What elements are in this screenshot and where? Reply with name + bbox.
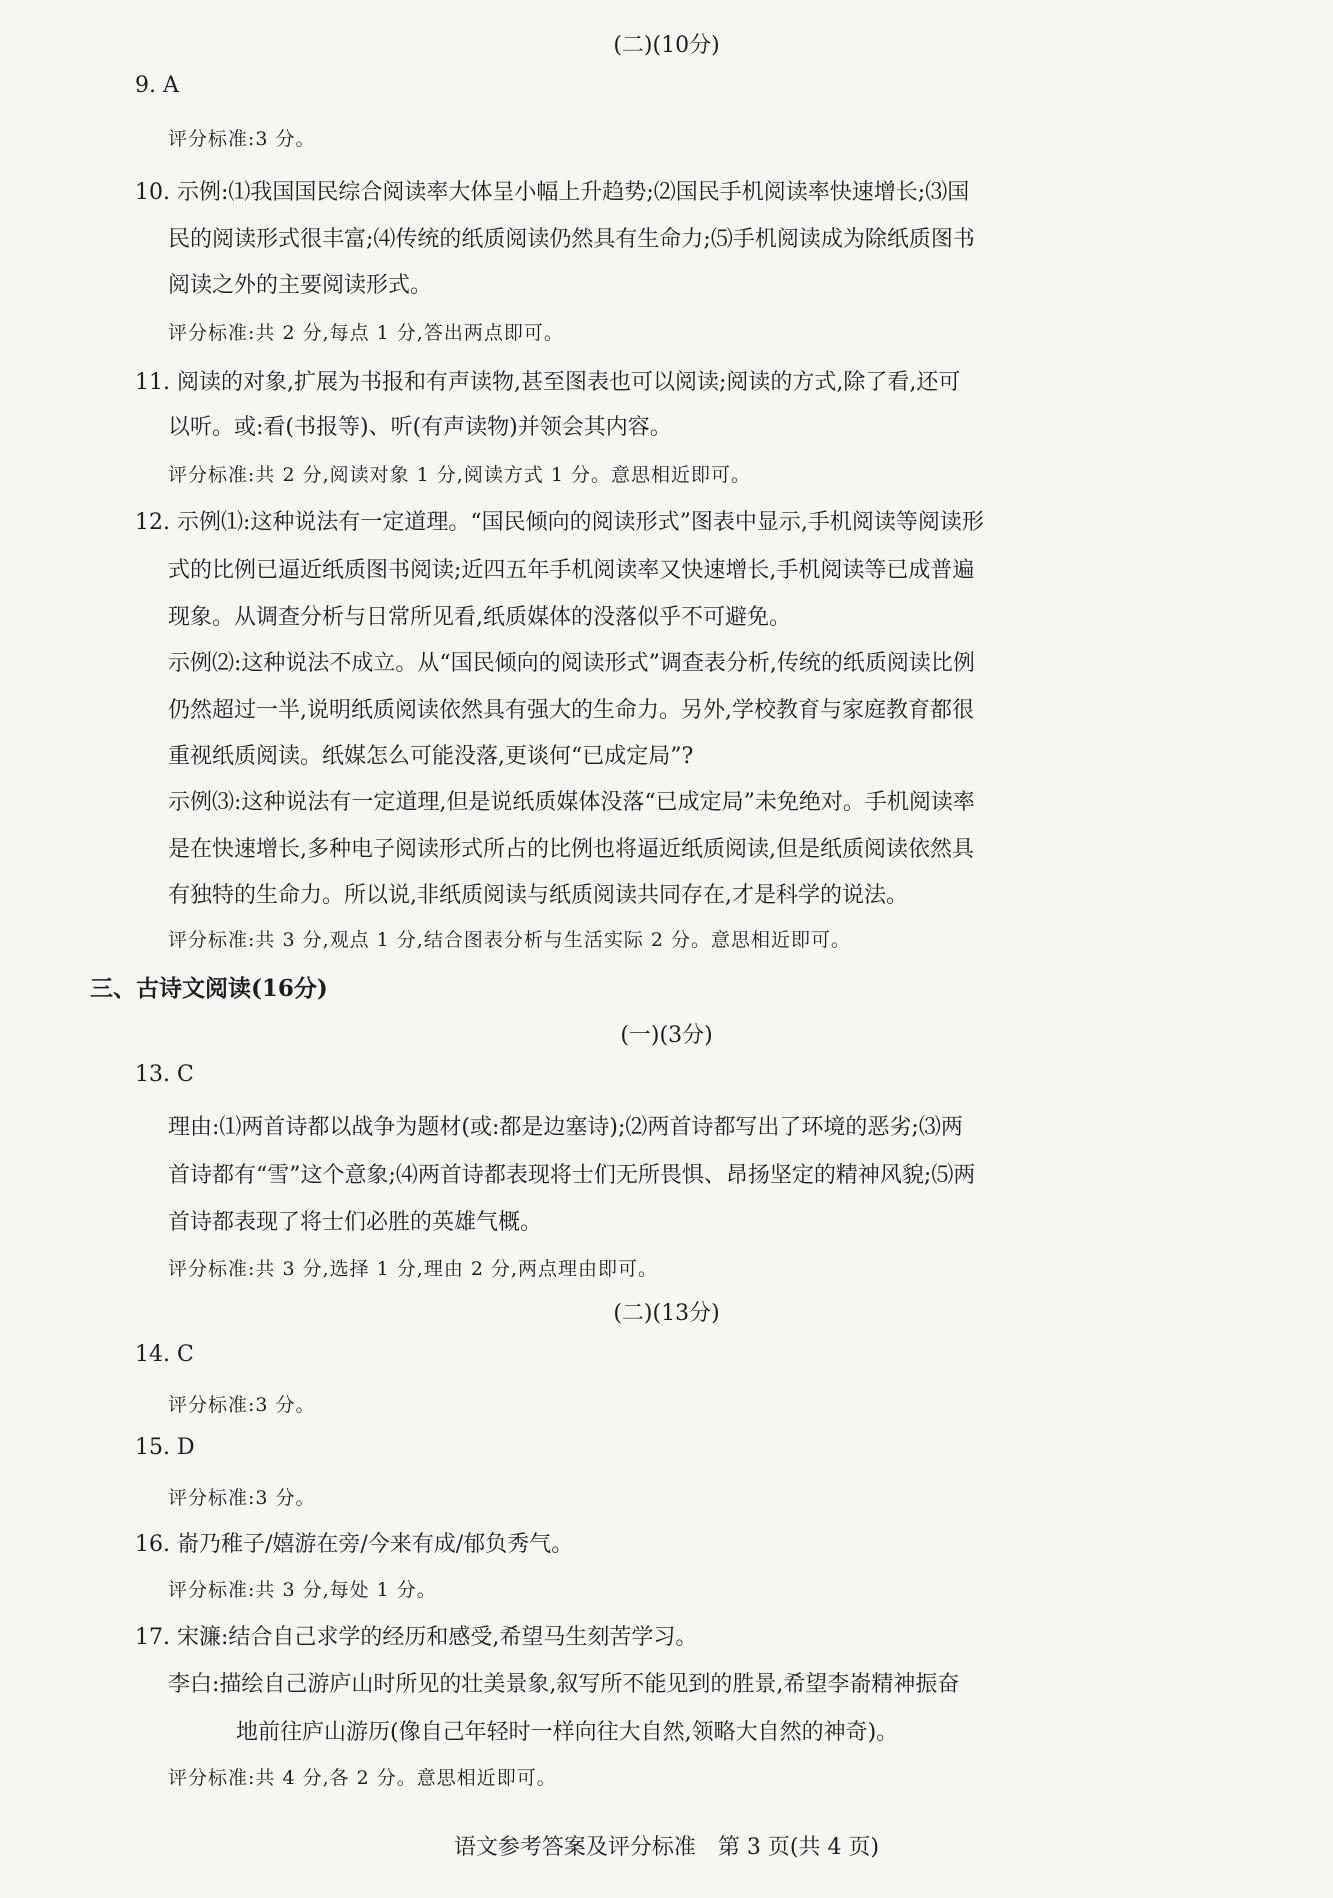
q16-score: 评分标准:共 3 分,每处 1 分。 [168,1579,437,1601]
q14-answer: 14. C [135,1342,194,1367]
q12-ex3-line-1: 示例⑶:这种说法有一定道理,但是说纸质媒体没落“已成定局”未免绝对。手机阅读率 [168,790,975,815]
part2-heading: (二)(10分) [613,33,720,58]
q12-ex1-line-1: 12. 示例⑴:这种说法有一定道理。“国民倾向的阅读形式”图表中显示,手机阅读等阅读形 [135,510,984,535]
q17-line-1: 17. 宋濂:结合自己求学的经历和感受,希望马生刻苦学习。 [135,1625,698,1650]
q16-answer: 16. 嵛乃稚子/嬉游在旁/今来有成/郁负秀气。 [135,1532,574,1557]
q10-line-2: 民的阅读形式很丰富;⑷传统的纸质阅读仍然具有生命力;⑸手机阅读成为除纸质图书 [168,227,975,252]
q9-score: 评分标准:3 分。 [168,128,316,150]
section-3-heading: 三、古诗文阅读(16分) [90,975,328,1002]
q12-score: 评分标准:共 3 分,观点 1 分,结合图表分析与生活实际 2 分。意思相近即可。 [168,929,851,951]
q17-score: 评分标准:共 4 分,各 2 分。意思相近即可。 [168,1767,557,1789]
q15-score: 评分标准:3 分。 [168,1487,316,1509]
q12-ex2-line-2: 仍然超过一半,说明纸质阅读依然具有强大的生命力。另外,学校教育与家庭教育都很 [168,698,974,723]
q17-line-2: 李白:描绘自己游庐山时所见的壮美景象,叙写所不能见到的胜景,希望李嵛精神振奋 [168,1672,960,1697]
q13-answer: 13. C [135,1062,194,1087]
q11-line-2: 以听。或:看(书报等)、听(有声读物)并领会其内容。 [168,415,672,440]
q10-score: 评分标准:共 2 分,每点 1 分,答出两点即可。 [168,322,564,344]
q13-line-3: 首诗都表现了将士们必胜的英雄气概。 [168,1210,543,1235]
q12-ex3-line-3: 有独特的生命力。所以说,非纸质阅读与纸质阅读共同存在,才是科学的说法。 [168,883,908,908]
q11-score: 评分标准:共 2 分,阅读对象 1 分,阅读方式 1 分。意思相近即可。 [168,464,751,486]
part3-1-heading: (一)(3分) [620,1023,713,1048]
q12-ex2-line-1: 示例⑵:这种说法不成立。从“国民倾向的阅读形式”调查表分析,传统的纸质阅读比例 [168,651,975,676]
q13-line-1: 理由:⑴两首诗都以战争为题材(或:都是边塞诗);⑵两首诗都写出了环境的恶劣;⑶两 [168,1115,963,1140]
q10-line-1: 10. 示例:⑴我国国民综合阅读率大体呈小幅上升趋势;⑵国民手机阅读率快速增长;⑶国 [135,180,970,205]
q11-line-1: 11. 阅读的对象,扩展为书报和有声读物,甚至图表也可以阅读;阅读的方式,除了看,还可 [135,370,961,395]
q12-ex2-line-3: 重视纸质阅读。纸媒怎么可能没落,更谈何“已成定局”? [168,744,694,769]
q14-score: 评分标准:3 分。 [168,1394,316,1416]
q15-answer: 15. D [135,1435,195,1460]
q13-line-2: 首诗都有“雪”这个意象;⑷两首诗都表现将士们无所畏惧、昂扬坚定的精神风貌;⑸两 [168,1163,976,1188]
q9-answer: 9. A [135,73,179,98]
q10-line-3: 阅读之外的主要阅读形式。 [168,273,433,298]
q13-score: 评分标准:共 3 分,选择 1 分,理由 2 分,两点理由即可。 [168,1258,659,1280]
q12-ex1-line-3: 现象。从调查分析与日常所见看,纸质媒体的没落似乎不可避免。 [168,605,791,630]
q17-line-3: 地前往庐山游历(像自己年轻时一样向往大自然,领略大自然的神奇)。 [236,1720,899,1745]
q12-ex3-line-2: 是在快速增长,多种电子阅读形式所占的比例也将逼近纸质阅读,但是纸质阅读依然具 [168,837,974,862]
q12-ex1-line-2: 式的比例已逼近纸质图书阅读;近四五年手机阅读率又快速增长,手机阅读等已成普遍 [168,558,975,583]
page-footer: 语文参考答案及评分标准 第 3 页(共 4 页) [453,1835,880,1860]
part3-2-heading: (二)(13分) [613,1301,720,1326]
